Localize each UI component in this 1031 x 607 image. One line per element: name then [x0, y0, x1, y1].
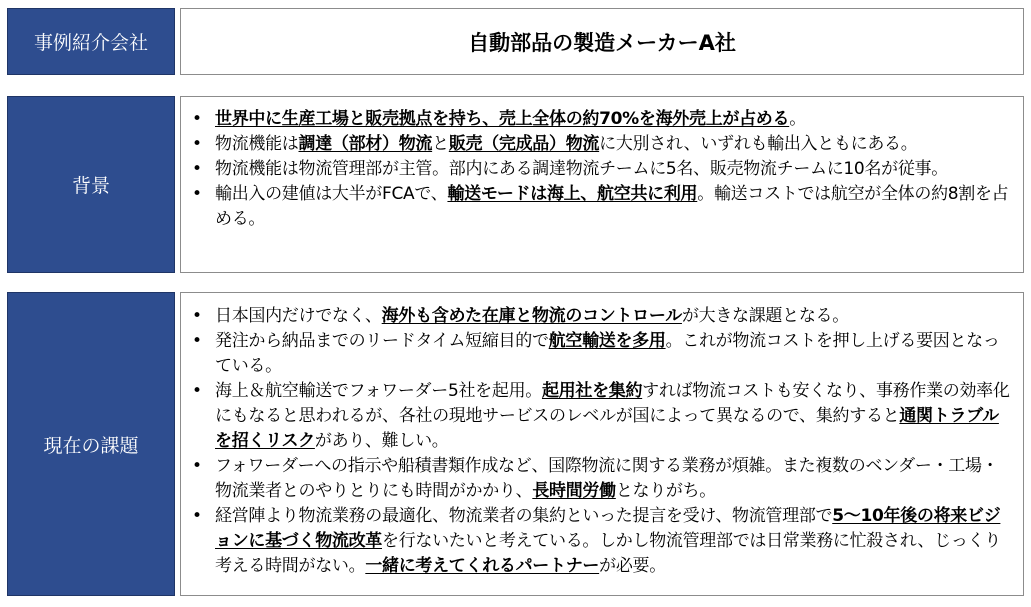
company-title: 自動部品の製造メーカーA社 [468, 30, 736, 55]
item-highlight: 世界中に生産工場と販売拠点を持ち、売上全体の約70%を海外売上が占める [215, 109, 790, 129]
item-text: 物流機能は物流管理部が主管。部内にある調達物流チームに5名、販売物流チームに10名が従事。 [215, 159, 948, 179]
bullet-dot: • [192, 331, 202, 351]
issues-panel [180, 292, 1024, 596]
background-list [183, 107, 1015, 232]
item-highlight: 調達（部材）物流 [298, 134, 433, 154]
issue-item [183, 504, 1015, 579]
item-text: が大きな課題となる。 [681, 306, 849, 326]
item-text: 。これが物流コストを押し上げる要因となっている。 [215, 331, 1000, 376]
item-text: となりがち。 [615, 481, 717, 501]
item-text: 。輸送コストでは航空が全体の約8割を占める。 [215, 184, 1009, 229]
item-highlight: 輸送モードは海上、航空共に利用 [447, 184, 698, 204]
bullet-dot: • [192, 159, 202, 179]
issue-item [183, 454, 1015, 504]
item-text: 海上＆航空輸送でフォワーダー5社を起用。 [215, 381, 542, 401]
background-section-label [7, 96, 175, 273]
item-text: が必要。 [599, 556, 666, 576]
background-item [183, 107, 1015, 132]
issues-section-label-text: 現在の課題 [43, 434, 139, 457]
background-section-label-text: 背景 [71, 175, 110, 197]
item-highlight: 販売（完成品）物流 [448, 134, 600, 154]
item-text: 物流機能は [215, 134, 299, 154]
item-text: 日本国内だけでなく、 [215, 306, 382, 326]
item-highlight: 航空輸送を多用 [548, 331, 666, 351]
bullet-dot: • [192, 506, 202, 526]
company-title-panel [180, 8, 1024, 75]
background-panel [180, 96, 1024, 273]
item-text: があり、難しい。 [314, 431, 449, 451]
item-text: フォワーダーへの指示や船積書類作成など、国際物流に関する業務が煩雑。また複数のベンダー・工場・物流業者とのやりとりにも時間がかかり、 [215, 456, 999, 501]
bullet-dot: • [192, 456, 202, 476]
issues-list [183, 304, 1015, 579]
item-text: 輸出入の建値は大半がFCAで、 [215, 184, 448, 204]
item-highlight: 起用社を集約 [541, 381, 643, 401]
background-item [183, 132, 1015, 157]
issue-item [183, 329, 1015, 379]
item-highlight: 長時間労働 [532, 481, 616, 501]
item-text: すれば物流コストも安くなり、事務作業の効率化にもなると思われるが、各社の現地サービスのレベルが国によって異なるので、集約すると [215, 381, 1010, 426]
item-text: 。 [789, 109, 806, 129]
bullet-dot: • [192, 306, 202, 326]
background-item [183, 182, 1015, 232]
item-text: 経営陣より物流業務の最適化、物流業者の集約といった提言を受け、物流管理部で [215, 506, 833, 526]
bullet-dot: • [192, 109, 202, 129]
bullet-dot: • [192, 134, 202, 154]
item-text: に大別され、いずれも輸出入ともにある。 [599, 134, 918, 154]
issues-section-label [7, 292, 175, 596]
background-item [183, 157, 1015, 182]
item-text: と [432, 134, 449, 154]
item-highlight: 通関トラブルを招くリスク [215, 406, 999, 451]
company-section-label [7, 8, 175, 75]
issue-item [183, 304, 1015, 329]
item-text: 発注から納品までのリードタイム短縮目的で [215, 331, 549, 351]
item-highlight: 海外も含めた在庫と物流のコントロール [381, 306, 682, 326]
item-highlight: 一緒に考えてくれるパートナー [365, 556, 600, 576]
bullet-dot: • [192, 184, 202, 204]
company-section-label-text: 事例紹介会社 [33, 32, 148, 54]
item-highlight: 5〜10年後の将来ビジョンに基づく物流改革 [215, 506, 1001, 551]
item-text: を行ないたいと考えている。しかし物流管理部では日常業務に忙殺され、じっくり考える時間がない。 [215, 531, 1001, 576]
issue-item [183, 379, 1015, 454]
bullet-dot: • [192, 381, 202, 401]
